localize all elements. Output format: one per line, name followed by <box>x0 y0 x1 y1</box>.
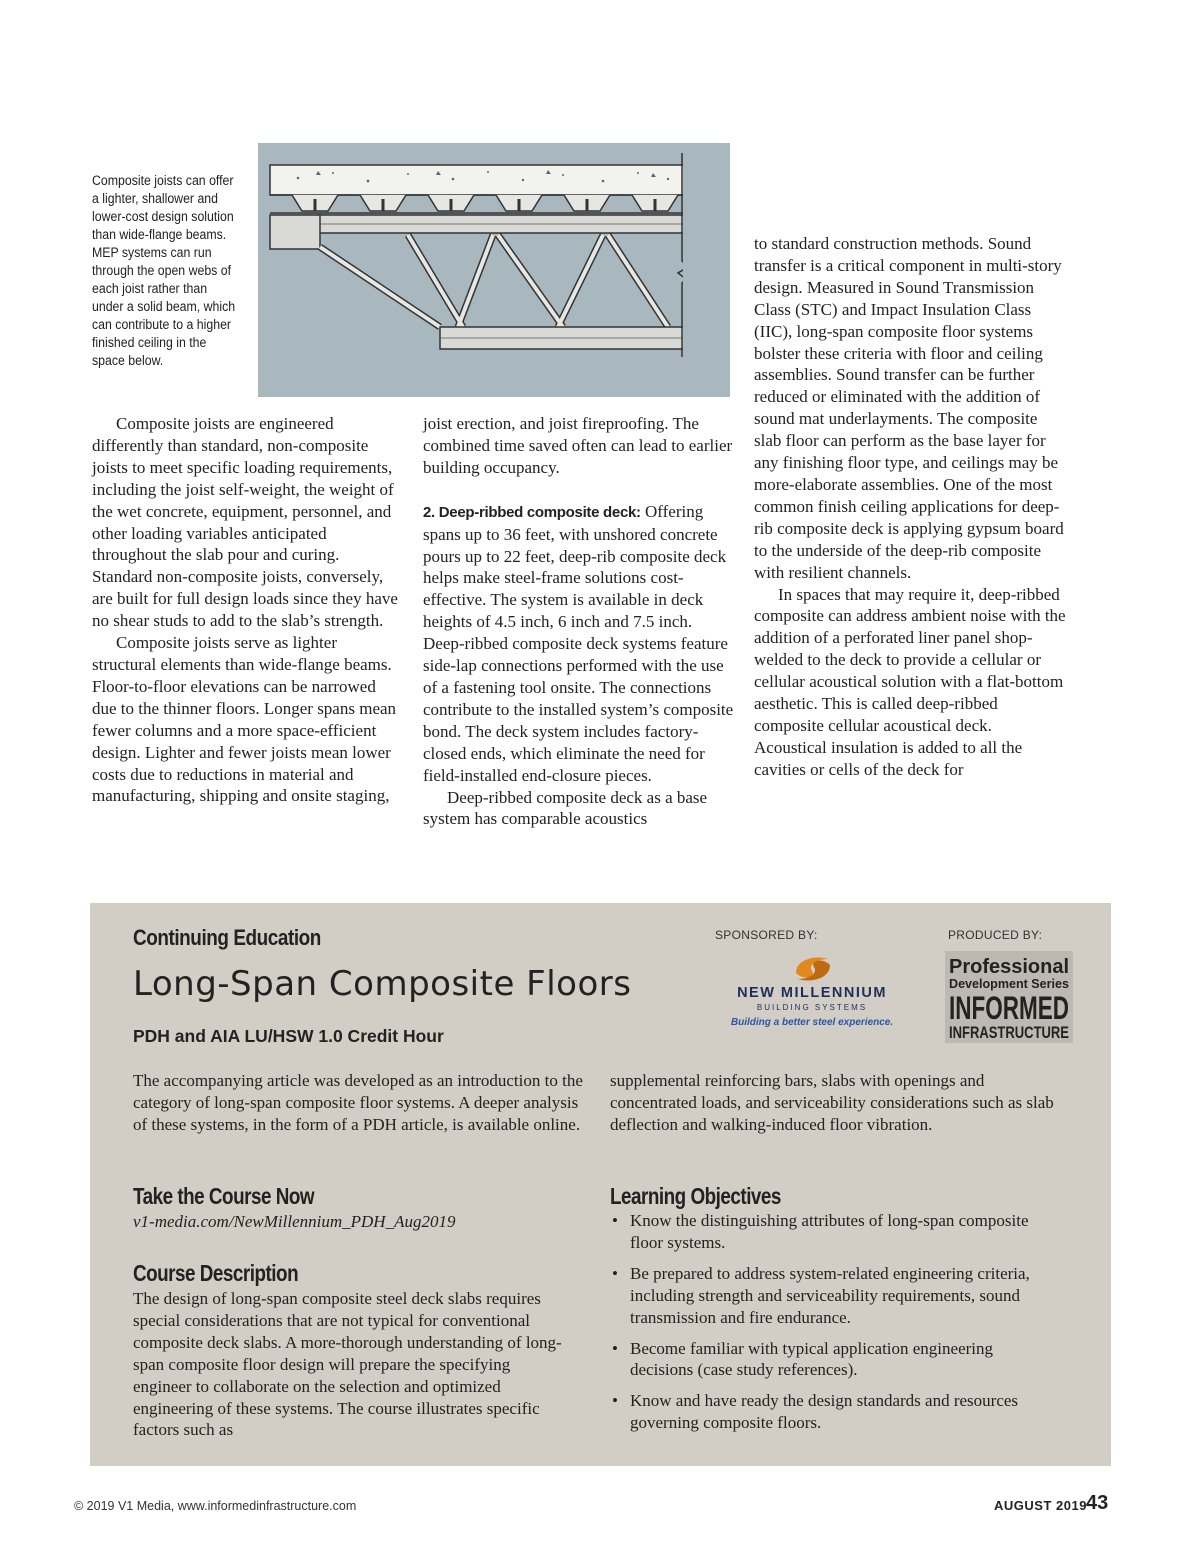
footer-issue-date: AUGUST 2019 <box>994 1498 1087 1513</box>
learning-objectives-heading: Learning Objectives <box>610 1183 781 1209</box>
objective-item: • Know the distinguishing attributes of long-span composite floor systems. <box>610 1210 1050 1254</box>
new-millennium-logo <box>712 951 912 1033</box>
paragraph: In spaces that may require it, deep-ribbed composite can address ambient noise with the addition of a perforated liner panel shop-welded to the deck to provide a cellular or cellular acoustical solution with a flat-bottom aesthetic. This is called deep-ribbed composite cellular acoustical deck. Acoustical insulation is added to all the cavities or cells of the deck for <box>754 584 1066 779</box>
joist-illustration <box>258 143 730 397</box>
ce-title: Long-Span Composite Floors <box>133 964 632 1004</box>
paragraph: Composite joists serve as lighter structural elements than wide-flange beams. Floor-to-floor elevations can be narrowed due to the thinner floors. Longer spans mean fewer columns and a more space-efficient design. Lighter and fewer joists mean lower costs due to reductions in material and manufacturing, shipping and onsite staging, <box>92 633 397 806</box>
paragraph: Composite joists are engineered differently than standard, non-composite joists to meet specific loading requirements, including the joist self-weight, the weight of the wet concrete, equipment, personnel, and other loading variables anticipated throughout the slab pour and curing. Standard non-composite joists, conversely, are built for full design loads since they have no shear studs to add to the slab’s strength. <box>92 414 398 631</box>
page-number: 43 <box>1086 1492 1109 1514</box>
sponsor-name: NEW MILLENNIUM <box>737 985 887 1001</box>
article-column-1 <box>92 413 402 807</box>
ce-kicker: Continuing Education <box>133 925 321 950</box>
producer-line-4: INFRASTRUCTURE <box>949 1023 1069 1042</box>
course-url-link[interactable]: v1-media.com/NewMillennium_PDH_Aug2019 <box>133 1212 456 1231</box>
footer-copyright: © 2019 V1 Media, www.informedinfrastructure.com <box>74 1499 357 1513</box>
producer-line-2: Development Series <box>949 976 1069 991</box>
objective-item: • Become familiar with typical application engineering decisions (case study references). <box>610 1338 1050 1382</box>
learning-objectives-list <box>610 1210 1050 1443</box>
objective-item: • Know and have ready the design standards and resources governing composite floors. <box>610 1390 1050 1434</box>
paragraph: joist erection, and joist fireproofing. The combined time saved often can lead to earlier building occupancy. <box>423 414 733 477</box>
article-column-3 <box>754 233 1066 781</box>
producer-logo <box>945 951 1073 1043</box>
ce-intro-right: supplemental reinforcing bars, slabs with openings and concentrated loads, and serviceability considerations such as slab deflection and walking-induced floor vibration. <box>610 1071 1054 1134</box>
paragraph: Deep-ribbed composite deck as a base system has comparable acoustics <box>423 787 708 829</box>
course-description-heading: Course Description <box>133 1260 299 1286</box>
paragraph-with-run-in-head <box>423 501 735 787</box>
paragraph: to standard construction methods. Sound transfer is a critical component in multi-story design. Measured in Sound Transmission Class (STC) and Impact Insulation Class (IIC), long-span composite floor systems bolster these criteria with floor and ceiling assemblies. Sound transfer can be further reduced or eliminated with the addition of sound mat underlayments. The composite slab floor can perform as the base layer for any finishing floor type, and ceilings may be more-elaborate assemblies. One of the most common finish ceiling applications for deep-rib composite deck is applying gypsum board to the underside of the deep-rib composite with resilient channels. <box>754 234 1064 582</box>
article-column-2 <box>423 413 735 830</box>
take-course-heading: Take the Course Now <box>133 1183 315 1209</box>
ce-credit: PDH and AIA LU/HSW 1.0 Credit Hour <box>133 1026 444 1046</box>
course-description-body: The design of long-span composite steel deck slabs requires special considerations that are not typical for conventional composite deck slabs. A more-thorough understanding of long-span composite floor design will prepare the specifying engineer to collaborate on the selection and optimized engineering of these systems. The course illustrates specific factors such as <box>133 1289 562 1440</box>
sponsor-tagline: Building a better steel experience. <box>730 1017 894 1028</box>
paragraph-body: Offering spans up to 36 feet, with unshored concrete pours up to 22 feet, deep-rib composite deck helps make steel-frame solutions cost-effective. The system is available in deck heights of 4.5 inch, 6 inch and 7.5 inch. Deep-ribbed composite deck systems feature side-lap connections performed with the use of a fastening tool onsite. The connections contribute to the installed system’s composite bond. The deck system includes factory-closed ends, which eliminate the need for field-installed end-closure pieces. <box>423 501 734 785</box>
run-in-heading: 2. Deep-ribbed composite deck: <box>423 503 641 521</box>
produced-by-label: PRODUCED BY: <box>948 928 1043 942</box>
sponsor-sub: BUILDING SYSTEMS <box>756 1003 868 1012</box>
producer-line-3: INFORMED <box>949 990 1069 1026</box>
figure-caption: Composite joists can offer a lighter, shallower and lower-cost design solution than wide-flange beams. MEP systems can run through the open webs of each joist rather than under a solid beam, which can contribute to a higher finished ceiling in the space below. <box>92 173 236 368</box>
sponsored-by-label: SPONSORED BY: <box>715 928 818 942</box>
swirl-mark-icon <box>796 958 830 981</box>
objective-item: • Be prepared to address system-related engineering criteria, including strength and serviceability requirements, sound transmission and fire endurance. <box>610 1263 1050 1329</box>
continuing-education-box <box>90 903 1111 1466</box>
ce-intro-left: The accompanying article was developed as an introduction to the category of long-span composite floor systems. A deeper analysis of these systems, in the form of a PDH article, is available online. <box>133 1071 583 1134</box>
producer-line-1: Professional <box>949 956 1069 978</box>
